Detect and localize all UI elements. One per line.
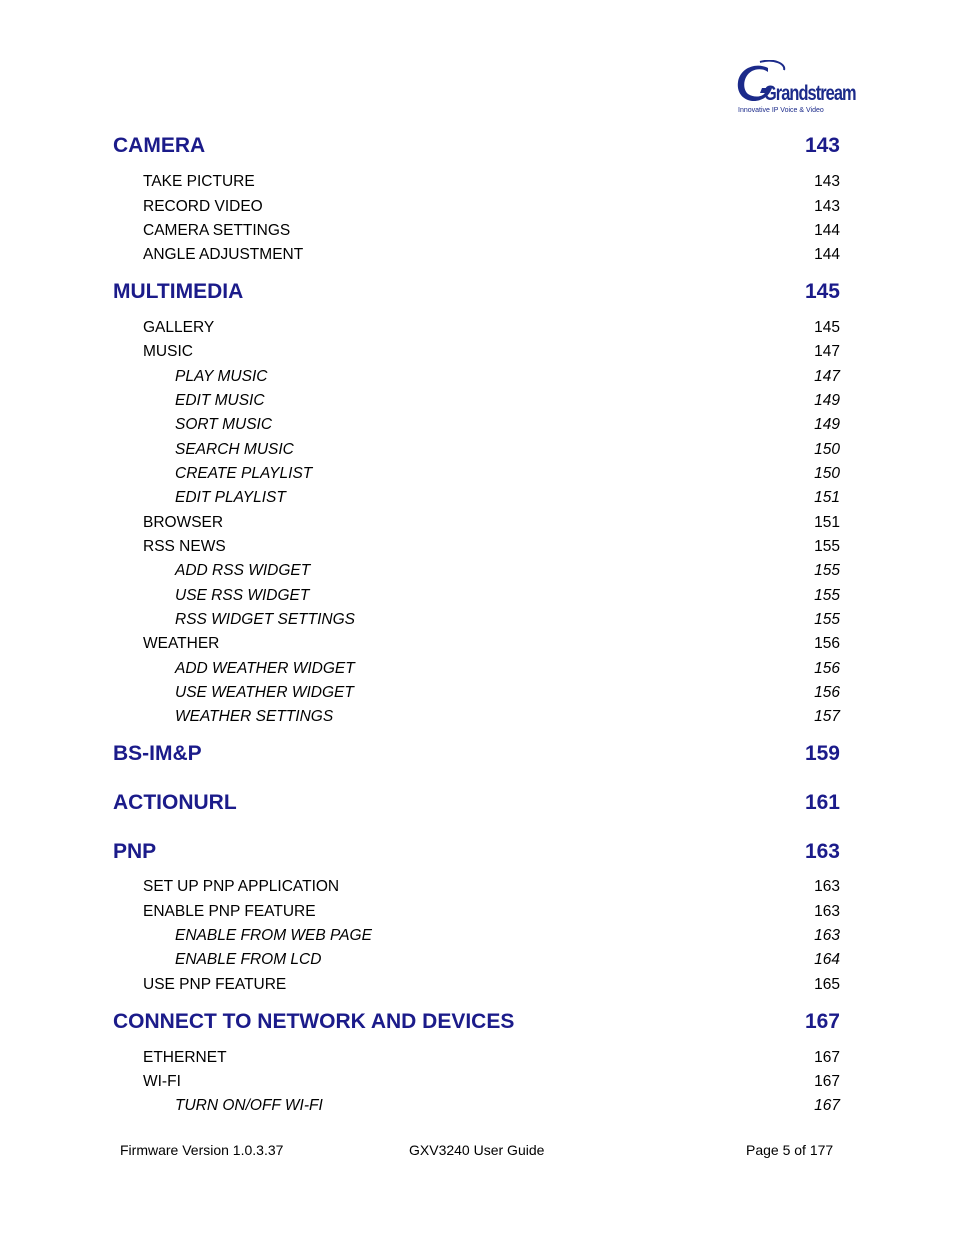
toc-entry-page: 147 xyxy=(814,368,840,385)
toc-entry-page: 165 xyxy=(814,976,840,993)
toc-entry-page: 163 xyxy=(814,903,840,920)
toc-entry-page: 151 xyxy=(814,514,840,531)
toc-entry-page: 144 xyxy=(814,222,840,239)
toc-entry-title: PLAY MUSIC xyxy=(175,368,268,385)
toc-entry-page: 144 xyxy=(814,246,840,263)
toc-entry-page: 143 xyxy=(814,198,840,215)
toc-entry-title: EDIT MUSIC xyxy=(175,392,265,409)
toc-entry-title: ACTIONURL xyxy=(113,791,237,814)
toc-entry-title: ENABLE FROM LCD xyxy=(175,951,322,968)
toc-entry-title: TAKE PICTURE xyxy=(143,173,255,190)
toc-entry-page: 167 xyxy=(814,1049,840,1066)
toc-entry-title: ENABLE FROM WEB PAGE xyxy=(175,927,372,944)
toc-entry-title: RSS WIDGET SETTINGS xyxy=(175,611,355,628)
toc-entry-title: ANGLE ADJUSTMENT xyxy=(143,246,304,263)
toc-entry-title: BS-IM&P xyxy=(113,742,202,765)
toc-entry-title: SORT MUSIC xyxy=(175,416,273,433)
toc-entry-page: 145 xyxy=(804,280,840,303)
toc-entry-title: CAMERA xyxy=(113,134,206,157)
toc-entry-title: ADD WEATHER WIDGET xyxy=(175,660,355,677)
grandstream-logo xyxy=(734,60,856,118)
toc-entry-page: 155 xyxy=(814,587,840,604)
toc-entry-page: 157 xyxy=(814,708,840,725)
toc-entry-page: 167 xyxy=(814,1073,840,1090)
toc-entry-title: CREATE PLAYLIST xyxy=(175,465,313,482)
toc-entry-page: 164 xyxy=(814,951,840,968)
toc-entry-title: EDIT PLAYLIST xyxy=(175,489,286,506)
toc-entry-page: 163 xyxy=(814,878,840,895)
toc-entry-title: USE WEATHER WIDGET xyxy=(175,684,354,701)
toc-entry-page: 145 xyxy=(814,319,840,336)
toc-entry-page: 156 xyxy=(814,660,840,677)
toc-entry-page: 163 xyxy=(814,927,840,944)
toc-entry-page: 155 xyxy=(814,538,840,555)
toc-entry-title: TURN ON/OFF WI-FI xyxy=(175,1097,323,1114)
toc-entry-page: 143 xyxy=(814,173,840,190)
toc-entry-page: 167 xyxy=(814,1097,840,1114)
toc-entry-title: PNP xyxy=(113,840,157,863)
toc-entry-page: 155 xyxy=(814,562,840,579)
toc-entry-page: 155 xyxy=(814,611,840,628)
toc-entry-title: CAMERA SETTINGS xyxy=(143,222,291,239)
toc-entry-title: CONNECT TO NETWORK AND DEVICES xyxy=(113,1010,515,1033)
toc-entry-title: ENABLE PNP FEATURE xyxy=(143,903,316,920)
toc-entry-page: 150 xyxy=(814,465,840,482)
toc-entry-page: 161 xyxy=(804,791,840,814)
footer-guide: GXV3240 User Guide xyxy=(409,1142,545,1158)
toc-entry-title: MUSIC xyxy=(143,343,193,360)
toc-entry-page: 156 xyxy=(814,635,840,652)
toc-entry-title: RSS NEWS xyxy=(143,538,226,555)
toc-entry-page: 156 xyxy=(814,684,840,701)
toc-entry-page: 167 xyxy=(804,1010,840,1033)
toc-entry-title: SEARCH MUSIC xyxy=(175,441,294,458)
footer-page: Page 5 of 177 xyxy=(746,1142,834,1158)
logo-tagline: Innovative IP Voice & Video xyxy=(738,107,824,114)
toc-entry-title: RECORD VIDEO xyxy=(143,198,263,215)
toc-entry-title: GALLERY xyxy=(143,319,215,336)
toc-entry-page: 143 xyxy=(804,134,840,157)
toc-entry-page: 163 xyxy=(804,840,840,863)
toc-entry-page: 150 xyxy=(814,441,840,458)
toc-entry-title: SET UP PNP APPLICATION xyxy=(143,878,340,895)
toc-entry-page: 151 xyxy=(814,489,840,506)
toc-entry-title: BROWSER xyxy=(143,514,224,531)
footer-firmware: Firmware Version 1.0.3.37 xyxy=(120,1142,284,1158)
toc-entry-page: 149 xyxy=(814,416,840,433)
toc-entry-title: WEATHER SETTINGS xyxy=(175,708,334,725)
toc-entry-title: WEATHER xyxy=(143,635,220,652)
toc-entry-page: 147 xyxy=(814,343,840,360)
toc-entry-title: USE RSS WIDGET xyxy=(175,587,310,604)
toc-entry-title: WI-FI xyxy=(143,1073,181,1090)
toc-entry-title: USE PNP FEATURE xyxy=(143,976,287,993)
toc-entry-page: 149 xyxy=(814,392,840,409)
toc-entry-title: ADD RSS WIDGET xyxy=(175,562,311,579)
toc-entry-title: ETHERNET xyxy=(143,1049,227,1066)
toc-entry-page: 159 xyxy=(804,742,840,765)
logo-brand-text: Grandstream xyxy=(764,82,856,105)
toc-entry-title: MULTIMEDIA xyxy=(113,280,244,303)
